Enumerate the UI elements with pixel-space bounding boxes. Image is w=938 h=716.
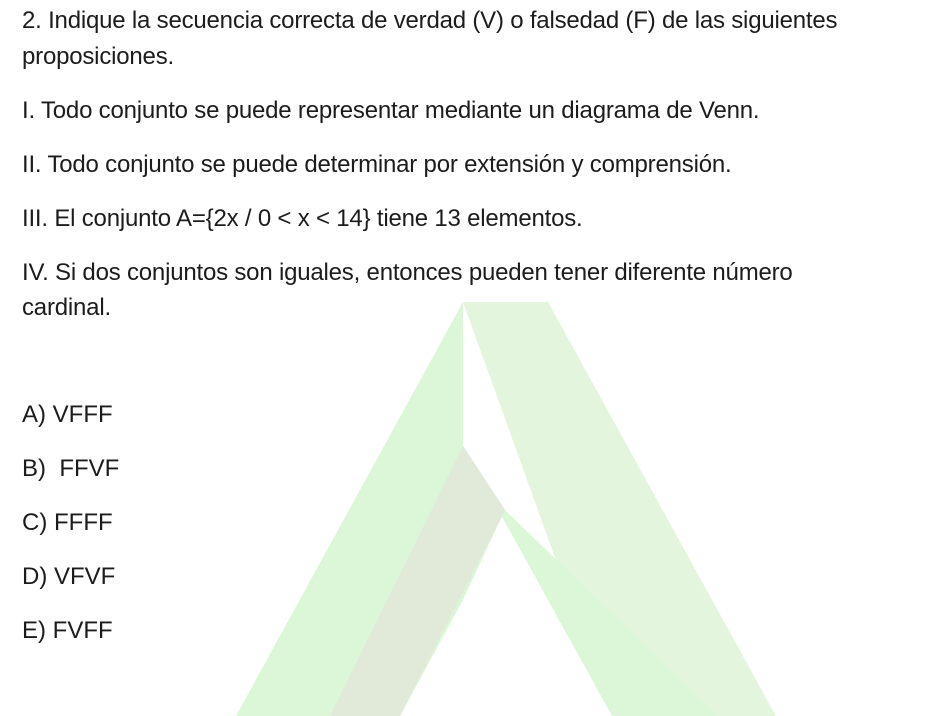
proposition-4-line2: cardinal. — [22, 294, 111, 321]
option-a[interactable]: A) VFFF — [22, 401, 113, 428]
option-c[interactable]: C) FFFF — [22, 509, 113, 536]
option-e[interactable]: E) FVFF — [22, 617, 113, 644]
question-stem-line2: proposiciones. — [22, 43, 174, 70]
proposition-3: III. El conjunto A={2x / 0 < x < 14} tiene 13 elementos. — [22, 205, 583, 232]
question-stem-line1: 2. Indique la secuencia correcta de verdad (V) o falsedad (F) de las siguientes — [22, 7, 838, 34]
option-b[interactable]: B) FFVF — [22, 455, 120, 482]
proposition-4-line1: IV. Si dos conjuntos son iguales, entonces pueden tener diferente número — [22, 259, 793, 286]
proposition-1: I. Todo conjunto se puede representar mediante un diagrama de Venn. — [22, 97, 760, 124]
proposition-2: II. Todo conjunto se puede determinar por extensión y comprensión. — [22, 151, 732, 178]
option-d[interactable]: D) VFVF — [22, 563, 116, 590]
